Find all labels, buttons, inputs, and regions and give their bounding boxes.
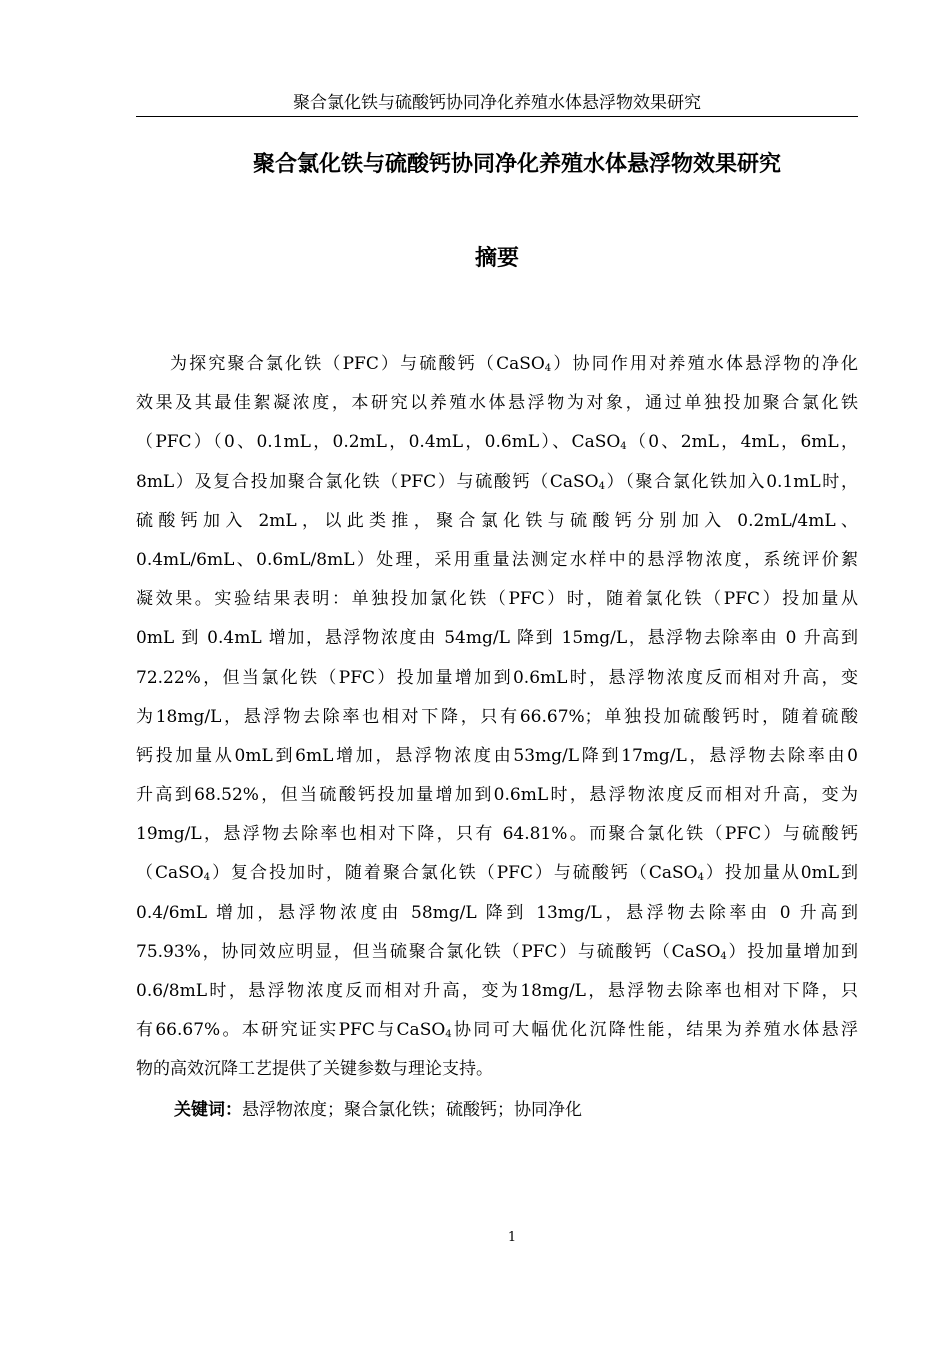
abstract-line: 物的高效沉降工艺提供了关键参数与理论支持。 [136, 1059, 493, 1080]
abstract-line: 0.4/6mL 增加，悬浮物浓度由 58mg/L 降到 13mg/L，悬浮物去除率由 0 升高到 [136, 902, 858, 923]
abstract-line: 效果及其最佳絮凝浓度，本研究以养殖水体悬浮物为对象，通过单独投加聚合氯化铁 [136, 393, 858, 414]
abstract-line: 0mL 到 0.4mL 增加，悬浮物浓度由 54mg/L 降到 15mg/L，悬浮物去除率由 0 升高到 [136, 628, 858, 649]
subscript: 4 [720, 950, 727, 962]
abstract-line: 0.6/8mL时，悬浮物浓度反而相对升高，变为18mg/L，悬浮物去除率也相对下降，只 [136, 981, 858, 1001]
abstract-line: 75.93%，协同效应明显，但当硫聚合氯化铁（PFC）与硫酸钙（CaSO$_4$）投加量增加到 [136, 941, 858, 962]
abstract-line: 升高到68.52%，但当硫酸钙投加量增加到0.6mL时，悬浮物浓度反而相对升高，变为 [136, 785, 858, 806]
keywords-value: 悬浮物浓度；聚合氯化铁；硫酸钙；协同净化 [242, 1100, 582, 1120]
subscript: 4 [203, 872, 211, 884]
subscript: 4 [598, 480, 605, 492]
running-header: 聚合氯化铁与硫酸钙协同净化养殖水体悬浮物效果研究 [293, 93, 701, 113]
abstract-line: 凝效果。实验结果表明：单独投加氯化铁（PFC）时，随着氯化铁（PFC）投加量从 [136, 589, 858, 610]
abstract-line: 8mL）及复合投加聚合氯化铁（PFC）与硫酸钙（CaSO$_4$）（聚合氯化铁加入0.1mL时， [136, 471, 858, 492]
abstract-line: （PFC）（0、0.1mL，0.2mL，0.4mL，0.6mL）、CaSO$_4$（0、2mL，4mL，6mL， [136, 432, 858, 453]
abstract-line: 72.22%，但当氯化铁（PFC）投加量增加到0.6mL时，悬浮物浓度反而相对升高，变 [136, 667, 858, 688]
keywords [136, 1091, 858, 1130]
keywords-label: 关键词： [174, 1100, 242, 1120]
abstract-line: 为探究聚合氯化铁（PFC）与硫酸钙（CaSO$_4$）协同作用对养殖水体悬浮物的净化 [170, 354, 858, 374]
document-title: 聚合氯化铁与硫酸钙协同净化养殖水体悬浮物效果研究 [252, 152, 781, 177]
subscript: 4 [620, 441, 627, 453]
abstract-line: 硫酸钙加入 2mL，以此类推，聚合氯化铁与硫酸钙分别加入 0.2mL/4mL、 [136, 510, 858, 531]
abstract-line: 0.4mL/6mL、0.6mL/8mL）处理，采用重量法测定水样中的悬浮物浓度，系统评价絮 [136, 549, 858, 570]
abstract-body [136, 345, 858, 1090]
subscript: 4 [697, 872, 704, 884]
abstract-line: 有66.67%。本研究证实PFC与CaSO$_4$协同可大幅优化沉降性能，结果为养殖水体悬浮 [136, 1020, 858, 1041]
abstract-line: 钙投加量从0mL到6mL增加，悬浮物浓度由53mg/L降到17mg/L，悬浮物去除率由0 [136, 745, 858, 766]
subscript: 4 [544, 363, 552, 374]
abstract-line: 19mg/L，悬浮物去除率也相对下降，只有 64.81%。而聚合氯化铁（PFC）与硫酸钙 [136, 824, 858, 845]
subscript: 4 [445, 1029, 452, 1041]
page-number: 1 [507, 1230, 517, 1245]
abstract-line: 为18mg/L，悬浮物去除率也相对下降，只有66.67%；单独投加硫酸钙时，随着硫酸 [136, 706, 858, 727]
abstract-line: （CaSO$_4$）复合投加时，随着聚合氯化铁（PFC）与硫酸钙（CaSO$_4$）投加量从0mL到 [136, 863, 859, 884]
abstract-heading: 摘要 [474, 246, 519, 271]
header-rule [136, 116, 858, 117]
